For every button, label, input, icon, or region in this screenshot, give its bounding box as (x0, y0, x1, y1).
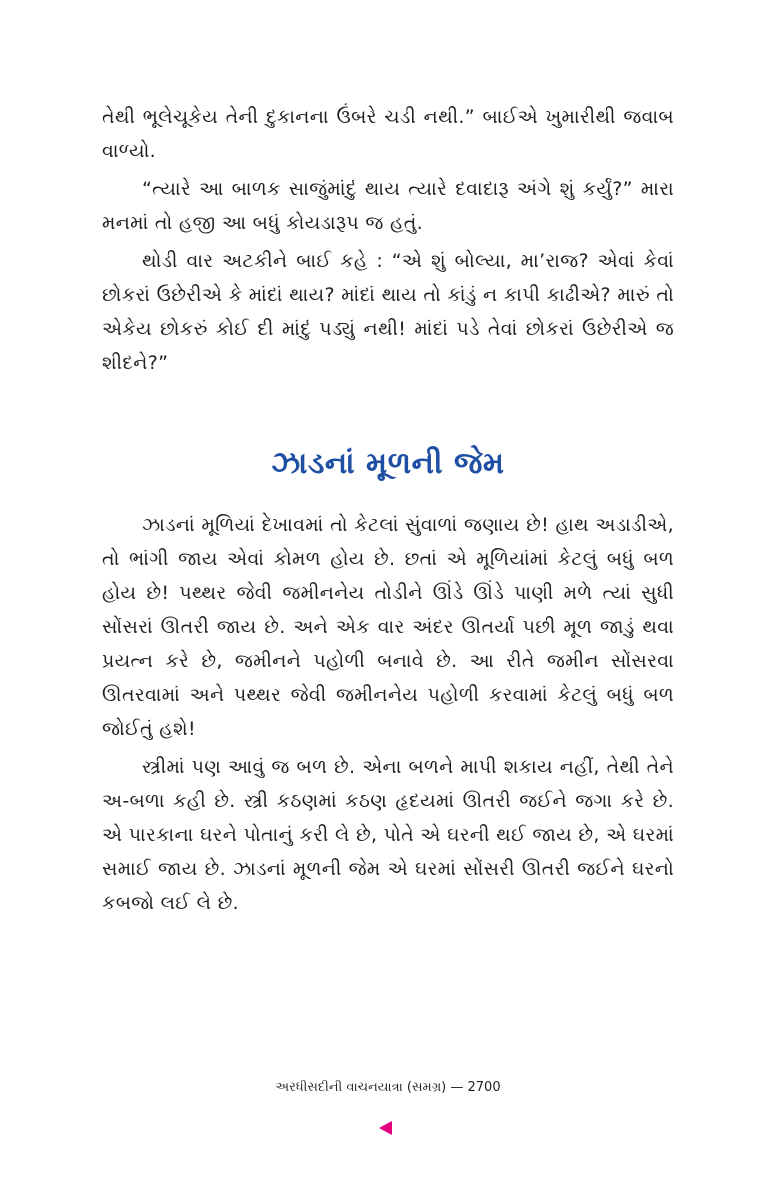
continued-text (102, 100, 674, 384)
left-triangle-icon (379, 1121, 392, 1135)
paragraph: થોડી વાર અટકીને બાઈ કહે : “એ શું બોલ્યા, મા’રાજ? એવાં કેવાં છોકરાં ઉછેરીએ કે માંદાં થાય? માંદાં થાય તો કાંડું ન કાપી કાઢીએ? મારું તો એકેય છોકરું કોઈ દી માંદું પડ્યું નથી! માંદાં પડે તેવાં છોકરાં ઉછેરીએ જ શીદને?” (102, 250, 674, 374)
article-title: ઝાડનાં મૂળની જેમ (271, 446, 505, 481)
article-body (102, 508, 674, 924)
paragraph: “ત્યારે આ બાળક સાજુંમાંદું થાય ત્યારે દવાદારૂ અંગે શું કર્યું?” મારા મનમાં તો હજી આ બધું કોયડારૂપ જ હતું. (102, 178, 674, 234)
paragraph: ઝાડનાં મૂળિયાં દેખાવમાં તો કેટલાં સુંવાળાં જણાય છે! હાથ અડાડીએ, તો ભાંગી જાય એવાં કોમળ હોય છે. છતાં એ મૂળિયાંમાં કેટલું બધું બળ હોય છે! પથ્થર જેવી જમીનનેય તોડીને ઊંડે ઊંડે પાણી મળે ત્યાં સુધી સોંસરાં ઊતરી જાય છે. અને એક વાર અંદર ઊતર્યા પછી મૂળ જાડું થવા પ્રયત્ન કરે છે, જમીનને પહોળી બનાવે છે. આ રીતે જમીન સોંસરવા ઊતરવામાં અને પથ્થર જેવી જમીનનેય પહોળી કરવામાં કેટલું બધું બળ જોઈતું હશે! (102, 514, 674, 740)
page-footer: અરધીસદીની વાચનયાત્રા (સમગ્ર) — 2700 (275, 1080, 501, 1095)
paragraph: સ્ત્રીમાં પણ આવું જ બળ છે. એના બળને માપી શકાય નહીં, તેથી તેને અ-બળા કહી છે. સ્ત્રી કઠણમાં કઠણ હૃદયમાં ઊતરી જઈને જગા કરે છે. એ પારકાના ઘરને પોતાનું કરી લે છે, પોતે એ ઘરની થઈ જાય છે, એ ઘરમાં સમાઈ જાય છે. ઝાડનાં મૂળની જેમ એ ઘરમાં સોંસરી ઊતરી જઈને ઘરનો કબજો લઈ લે છે. (102, 756, 674, 914)
paragraph: તેથી ભૂલેચૂકેય તેની દુકાનના ઉંબરે ચડી નથી.” બાઈએ ખુમારીથી જવાબ વાળ્યો. (102, 106, 674, 162)
